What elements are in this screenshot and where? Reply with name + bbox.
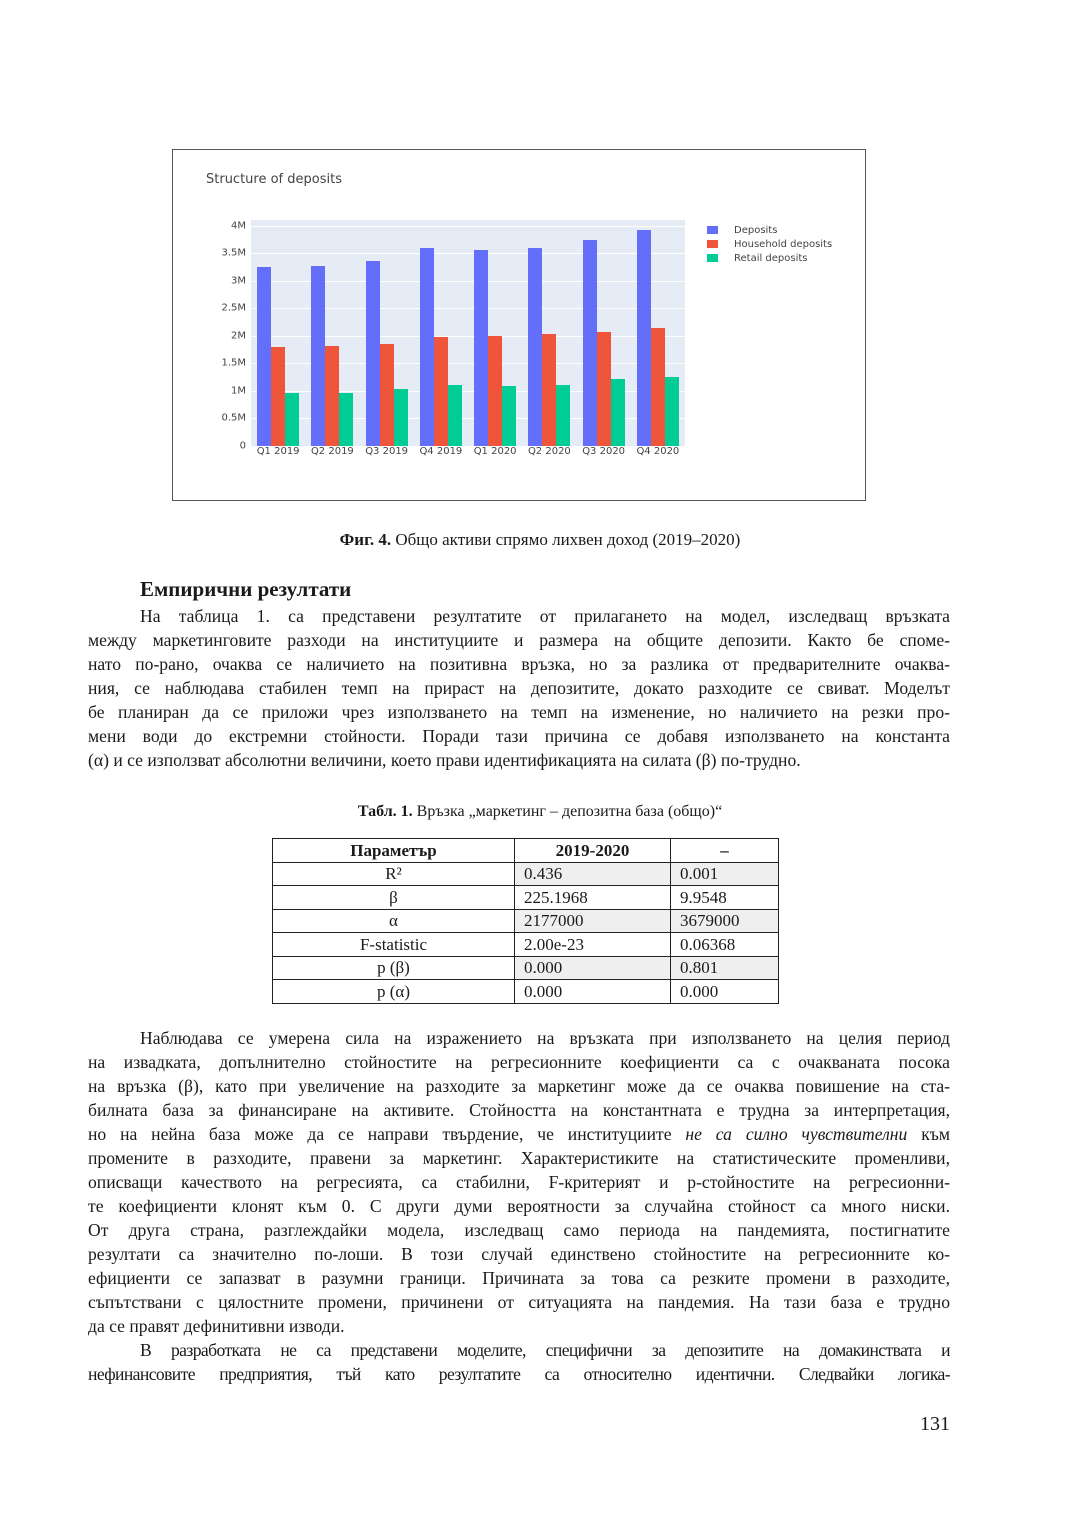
text-line-with-emphasis: но на нейна база може да се направи твърдение, че институциите не са силно чувствителни към [88,1124,950,1144]
bar-deposits [257,267,271,446]
text-line: промените в разходите, правени за маркетинг. Характеристиките на статистическите променливи, [88,1148,950,1168]
bar-deposits [420,248,434,446]
table-caption-label: Табл. 1. [357,803,413,820]
table-cell: 0.000 [515,956,671,980]
figure-caption [0,530,1080,550]
bar-deposits [583,240,597,446]
text-line: нефинансовите предприятия, тъй като резултатите са относително идентични. Следвайки логика- [88,1364,950,1384]
x-tick-label: Q1 2020 [473,446,517,457]
text-line: бе планиран да се приложи чрез използването на темп на изменение, но наличието на резки про- [88,702,950,722]
bar-household-deposits [434,337,448,446]
bar-retail-deposits [339,393,353,446]
table-header-row [273,839,779,863]
text-line: те коефициенти клонят към 0. С други думи вероятности за случайна стойност са много ниски. [88,1196,950,1216]
table-header: 2019-2020 [515,839,671,863]
text-line: (α) и се използват абсолютни величини, което прави идентификацията на силата (β) по-трудно. [88,750,801,770]
text-line: Наблюдава се умерена сила на изражението на връзката при използването на целия период [140,1028,950,1048]
bar-retail-deposits [665,377,679,446]
legend-swatch-icon [707,240,718,248]
bar-household-deposits [325,346,339,446]
figure-caption-text: Общо активи спрямо лихвен доход (2019–2020) [391,530,741,549]
bar-household-deposits [488,336,502,446]
table-row [273,886,779,910]
table-row [273,909,779,933]
y-tick-label: 4M [231,220,246,231]
table-row [273,933,779,957]
legend-swatch-icon [707,226,718,234]
bar-retail-deposits [394,389,408,446]
legend-swatch-icon [707,254,718,262]
bar-retail-deposits [285,393,299,446]
paragraph-3 [88,1338,950,1386]
x-tick-label: Q4 2019 [419,446,463,457]
y-tick-label: 2.5M [221,302,246,314]
gridline [251,226,685,227]
text-line: между маркетинговите разходи на институциите и размера на общите депозити. Както бе споме- [88,630,950,650]
gridline [251,253,685,254]
x-tick-label: Q3 2019 [365,446,409,457]
chart-title: Structure of deposits [206,172,342,187]
text-line: резултати са значително по-лоши. В този случай единствено стойностите на регресионните ко- [88,1244,950,1264]
table-cell: 2177000 [515,909,671,933]
legend-item[interactable] [707,223,832,237]
table-header: Параметър [273,839,515,863]
table-row [273,980,779,1004]
bar-deposits [637,230,651,446]
y-tick-label: 1M [231,385,246,397]
x-tick-label: Q1 2019 [256,446,300,457]
text-line: билната база за финансиране на активите. Стойността на константната е трудна за интерпретация, [88,1100,950,1120]
text-line: описващи качеството на регресията, са стабилни, F-критерият и p-стойностите на регресионни- [88,1172,950,1192]
table-cell: 0.000 [671,980,779,1004]
y-tick-label: 3.5M [221,247,246,259]
text-line: нато по-рано, очаква се наличието на позитивна връзка, но за разлика от предварителните очаква- [88,654,950,674]
table-cell: R² [273,862,515,886]
emphasis: не са силно чувствителни [685,1124,908,1144]
x-tick-label: Q4 2020 [636,446,680,457]
bar-household-deposits [542,334,556,446]
legend-label: Retail deposits [734,252,808,264]
table-cell: F-statistic [273,933,515,957]
bar-deposits [311,266,325,446]
bar-deposits [474,250,488,446]
table-cell: 0.000 [515,980,671,1004]
text-line: От друга страна, разглеждайки модела, изследващ само периода на пандемията, постигнатите [88,1220,950,1240]
table-cell: 0.001 [671,862,779,886]
table-cell: 0.436 [515,862,671,886]
text-line: мени води до екстремни стойности. Поради тази причина се добавя използването на константа [88,726,950,746]
x-tick-label: Q2 2020 [527,446,571,457]
bar-household-deposits [597,332,611,446]
table-cell: 0.06368 [671,933,779,957]
bar-household-deposits [380,344,394,446]
table-header: – [671,839,779,863]
results-table [272,838,779,1004]
table-cell: 3679000 [671,909,779,933]
paragraph-2 [88,1026,950,1338]
bar-retail-deposits [556,385,570,446]
text-line: ефициенти се запазват в разумни граници. Причината за това са резките промени в разходите, [88,1268,950,1288]
table-cell: p (α) [273,980,515,1004]
table-caption [0,803,1080,821]
chart-legend [707,223,832,265]
bar-household-deposits [651,328,665,447]
y-tick-label: 3M [231,275,246,287]
table-cell: 2.00e-23 [515,933,671,957]
legend-label: Deposits [734,224,778,236]
bar-deposits [366,261,380,446]
bar-household-deposits [271,347,285,446]
section-heading: Емпирични резултати [140,577,352,601]
legend-item[interactable] [707,237,832,251]
bar-retail-deposits [448,385,462,446]
table-row [273,956,779,980]
bar-deposits [528,248,542,446]
legend-label: Household deposits [734,238,833,250]
text-line: На таблица 1. са представени резултатите от прилагането на модел, изследващ връзката [140,606,950,626]
figure-frame [172,149,866,501]
plot-area [251,220,685,446]
table-cell: α [273,909,515,933]
table-cell: β [273,886,515,910]
table-row [273,862,779,886]
text-line: В разработката не са представени моделите, специфични за депозитите на домакинствата и [140,1340,950,1360]
table-cell: 225.1968 [515,886,671,910]
table-cell: 0.801 [671,956,779,980]
y-tick-label: 0.5M [221,412,246,424]
text-line: на извадката, допълнително стойностите на регресионните коефициенти са с очакваната посока [88,1052,950,1072]
table-caption-text: Връзка „маркетинг – депозитна база (общо)“ [412,803,723,820]
x-tick-label: Q3 2020 [582,446,626,457]
page-number: 131 [920,1413,950,1435]
figure-caption-label: Фиг. 4. [339,530,392,549]
y-tick-label: 2M [231,330,246,342]
bar-retail-deposits [611,379,625,446]
y-tick-label: 1.5M [221,357,246,369]
x-tick-label: Q2 2019 [310,446,354,457]
text-line: ния, се наблюдава стабилен темп на прираст на депозитите, докато разходите се свиват. Моделът [88,678,950,698]
table-cell: 9.9548 [671,886,779,910]
table-cell: p (β) [273,956,515,980]
legend-item[interactable] [707,251,832,265]
text-line: на връзка (β), като при увеличение на разходите за маркетинг може да се очаква повишение на ста- [88,1076,950,1096]
paragraph-1 [88,604,950,772]
bar-retail-deposits [502,386,516,446]
text-line: да се правят дефинитивни изводи. [88,1316,345,1336]
y-tick-label: 0 [239,440,246,452]
text-line: съпътствани с цялостните промени, причинени от ситуацията на пандемия. На тази база е трудно [88,1292,950,1312]
